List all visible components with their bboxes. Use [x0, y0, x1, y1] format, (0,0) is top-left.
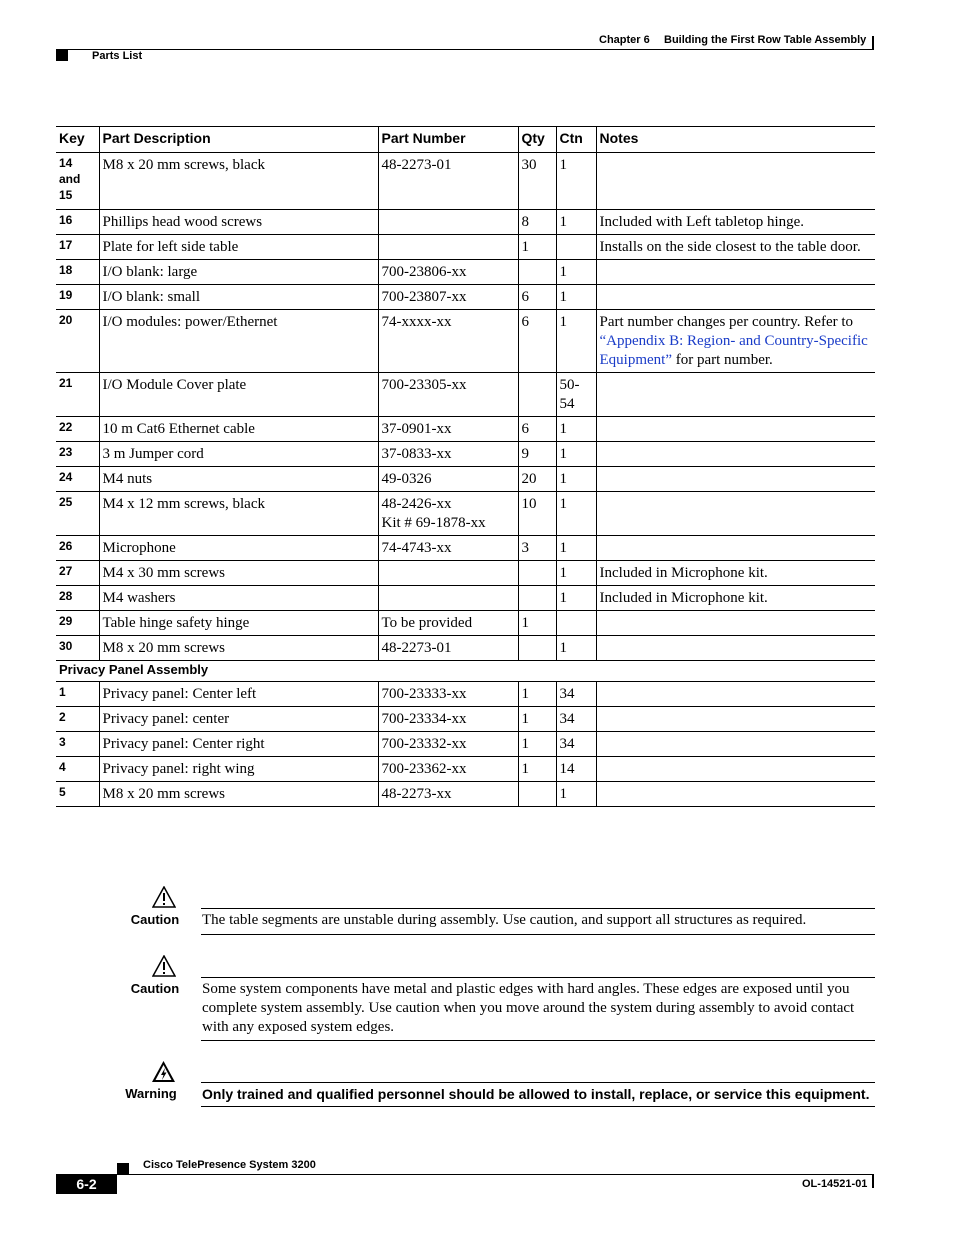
- row-key: 23: [56, 442, 99, 467]
- row-description: I/O Module Cover plate: [99, 373, 378, 417]
- row-description: Microphone: [99, 536, 378, 561]
- row-part-number: [378, 235, 518, 260]
- row-ctn: 1: [556, 442, 596, 467]
- notice-rule-top: [201, 1082, 875, 1083]
- row-key: 3: [56, 732, 99, 757]
- parts-table: [56, 126, 875, 807]
- table-row: [56, 611, 875, 636]
- row-ctn: 1: [556, 210, 596, 235]
- row-ctn: 1: [556, 467, 596, 492]
- row-key: 17: [56, 235, 99, 260]
- table-group-row: [56, 661, 875, 682]
- column-header-qty: Qty: [518, 127, 556, 153]
- footer-title: Cisco TelePresence System 3200: [143, 1159, 316, 1171]
- row-part-number: 700-23362-xx: [378, 757, 518, 782]
- row-key: 28: [56, 586, 99, 611]
- header-marker: [56, 50, 68, 61]
- table-row: [56, 310, 875, 373]
- row-qty: 3: [518, 536, 556, 561]
- header-rule: [56, 49, 874, 50]
- notes-text: Part number changes per country. Refer to: [599, 314, 854, 330]
- row-part-number: 74-xxxx-xx: [378, 310, 518, 373]
- row-part-number: 48-2273-01: [378, 153, 518, 210]
- row-qty: 10: [518, 492, 556, 536]
- row-description: Privacy panel: center: [99, 707, 378, 732]
- row-description: M4 washers: [99, 586, 378, 611]
- row-description: Phillips head wood screws: [99, 210, 378, 235]
- row-key: 20: [56, 310, 99, 373]
- notice-rule-bottom: [201, 1106, 875, 1107]
- row-ctn: 1: [556, 492, 596, 536]
- row-part-number: 700-23806-xx: [378, 260, 518, 285]
- chapter-label: Chapter 6: [599, 34, 650, 46]
- table-row: [56, 561, 875, 586]
- column-header-key: Key: [56, 127, 99, 153]
- row-key: 30: [56, 636, 99, 661]
- notes-text: for part number.: [671, 352, 773, 368]
- row-description: M8 x 20 mm screws, black: [99, 153, 378, 210]
- row-key: 22: [56, 417, 99, 442]
- row-notes: [596, 442, 875, 467]
- row-description: Privacy panel: Center left: [99, 682, 378, 707]
- row-key: 27: [56, 561, 99, 586]
- caution-label: Caution: [130, 912, 180, 927]
- table-row: [56, 782, 875, 807]
- row-notes: Included in Microphone kit.: [596, 561, 875, 586]
- row-description: M8 x 20 mm screws: [99, 782, 378, 807]
- row-key: 21: [56, 373, 99, 417]
- row-description: Table hinge safety hinge: [99, 611, 378, 636]
- row-description: 3 m Jumper cord: [99, 442, 378, 467]
- row-key: 26: [56, 536, 99, 561]
- caution-text: Some system components have metal and plastic edges with hard angles. These edges are exposed until you complete system assembly. Use caution when you move around the system during assembly to avoid contact with any exposed system edges.: [202, 981, 855, 1035]
- table-row: [56, 757, 875, 782]
- warning-text: Only trained and qualified personnel should be allowed to install, replace, or service this equipment.: [202, 1086, 870, 1102]
- row-key: 24: [56, 467, 99, 492]
- row-ctn: 1: [556, 636, 596, 661]
- row-key-text: 14 and 15: [59, 156, 81, 202]
- row-ctn: 1: [556, 586, 596, 611]
- row-qty: 9: [518, 442, 556, 467]
- table-row: [56, 153, 875, 210]
- row-part-number: [378, 492, 518, 536]
- warning-label: Warning: [125, 1086, 177, 1101]
- row-notes: [596, 611, 875, 636]
- row-notes: [596, 682, 875, 707]
- header-bar: [872, 36, 874, 50]
- table-row: [56, 373, 875, 417]
- row-part-number: 48-2273-xx: [378, 782, 518, 807]
- row-part-number: 48-2273-01: [378, 636, 518, 661]
- row-qty: 8: [518, 210, 556, 235]
- row-key: 25: [56, 492, 99, 536]
- row-qty: [518, 373, 556, 417]
- table-row: [56, 467, 875, 492]
- row-notes: [596, 732, 875, 757]
- row-ctn: 1: [556, 536, 596, 561]
- row-qty: [518, 561, 556, 586]
- row-notes: Included with Left tabletop hinge.: [596, 210, 875, 235]
- appendix-b-link[interactable]: “Appendix B: Region- and Country-Specific Equipment”: [599, 333, 868, 368]
- row-qty: 1: [518, 757, 556, 782]
- table-header-row: [56, 127, 875, 153]
- row-key: 16: [56, 210, 99, 235]
- table-row: [56, 636, 875, 661]
- row-key: 29: [56, 611, 99, 636]
- table-row: [56, 732, 875, 757]
- row-part-number: 74-4743-xx: [378, 536, 518, 561]
- row-part-number: 700-23305-xx: [378, 373, 518, 417]
- row-part-number: [378, 210, 518, 235]
- row-qty: 6: [518, 417, 556, 442]
- row-description: M4 nuts: [99, 467, 378, 492]
- table-row: [56, 536, 875, 561]
- column-header-notes: Notes: [596, 127, 875, 153]
- table-row: [56, 682, 875, 707]
- row-qty: 20: [518, 467, 556, 492]
- row-description: I/O blank: large: [99, 260, 378, 285]
- column-header-description: Part Description: [99, 127, 378, 153]
- row-qty: 6: [518, 310, 556, 373]
- footer-marker: [117, 1163, 129, 1174]
- row-part-number: To be provided: [378, 611, 518, 636]
- table-row: [56, 586, 875, 611]
- row-key: [56, 153, 99, 210]
- notice-rule-bottom: [201, 934, 875, 935]
- row-notes: [596, 492, 875, 536]
- row-qty: 1: [518, 707, 556, 732]
- row-description: M4 x 30 mm screws: [99, 561, 378, 586]
- row-notes: [596, 310, 875, 373]
- row-notes: [596, 467, 875, 492]
- column-header-ctn: Ctn: [556, 127, 596, 153]
- row-key: 4: [56, 757, 99, 782]
- row-description: M8 x 20 mm screws: [99, 636, 378, 661]
- table-row: [56, 235, 875, 260]
- row-ctn: 1: [556, 561, 596, 586]
- row-qty: 1: [518, 682, 556, 707]
- table-row: [56, 417, 875, 442]
- table-row: [56, 210, 875, 235]
- row-qty: 6: [518, 285, 556, 310]
- table-row: [56, 492, 875, 536]
- row-part-number: 37-0901-xx: [378, 417, 518, 442]
- part-number-line: 48-2426-xx: [381, 496, 452, 512]
- table-row: [56, 707, 875, 732]
- row-qty: 30: [518, 153, 556, 210]
- page-number: 6-2: [56, 1175, 117, 1194]
- row-qty: [518, 636, 556, 661]
- row-notes: [596, 636, 875, 661]
- document-number: OL-14521-01: [802, 1178, 868, 1190]
- notice-rule-top: [201, 977, 875, 978]
- row-ctn: 1: [556, 417, 596, 442]
- row-ctn: [556, 611, 596, 636]
- row-ctn: 1: [556, 153, 596, 210]
- section-label: Parts List: [92, 50, 143, 62]
- row-description: Privacy panel: Center right: [99, 732, 378, 757]
- row-notes: [596, 757, 875, 782]
- row-ctn: 1: [556, 260, 596, 285]
- row-ctn: 50-54: [556, 373, 596, 417]
- row-ctn: 34: [556, 732, 596, 757]
- row-notes: [596, 536, 875, 561]
- row-notes: [596, 153, 875, 210]
- row-qty: 1: [518, 732, 556, 757]
- row-description: I/O modules: power/Ethernet: [99, 310, 378, 373]
- row-notes: [596, 260, 875, 285]
- row-ctn: 34: [556, 682, 596, 707]
- notice-rule-top: [201, 908, 875, 909]
- row-ctn: [556, 235, 596, 260]
- notice-rule-bottom: [201, 1040, 875, 1041]
- chapter-title: Building the First Row Table Assembly: [664, 34, 867, 46]
- table-row: [56, 285, 875, 310]
- row-qty: [518, 586, 556, 611]
- column-header-part-number: Part Number: [378, 127, 518, 153]
- row-ctn: 1: [556, 285, 596, 310]
- row-notes: [596, 285, 875, 310]
- row-description: I/O blank: small: [99, 285, 378, 310]
- part-number-line: Kit # 69-1878-xx: [381, 515, 486, 531]
- row-qty: [518, 260, 556, 285]
- row-part-number: 700-23334-xx: [378, 707, 518, 732]
- row-notes: [596, 707, 875, 732]
- group-label: Privacy Panel Assembly: [56, 661, 875, 682]
- row-ctn: 1: [556, 310, 596, 373]
- footer-bar: [872, 1175, 874, 1188]
- caution-triangle-icon: [152, 886, 176, 908]
- caution-label: Caution: [130, 981, 180, 996]
- row-key: 5: [56, 782, 99, 807]
- row-key: 2: [56, 707, 99, 732]
- row-description: M4 x 12 mm screws, black: [99, 492, 378, 536]
- row-qty: 1: [518, 235, 556, 260]
- row-ctn: 34: [556, 707, 596, 732]
- row-notes: [596, 417, 875, 442]
- row-description: Privacy panel: right wing: [99, 757, 378, 782]
- row-description: 10 m Cat6 Ethernet cable: [99, 417, 378, 442]
- row-notes: [596, 373, 875, 417]
- row-part-number: [378, 586, 518, 611]
- warning-triangle-icon: [151, 1060, 176, 1083]
- row-part-number: 700-23807-xx: [378, 285, 518, 310]
- row-ctn: 1: [556, 782, 596, 807]
- row-notes: [596, 782, 875, 807]
- row-qty: 1: [518, 611, 556, 636]
- table-row: [56, 442, 875, 467]
- row-part-number: 700-23332-xx: [378, 732, 518, 757]
- row-ctn: 14: [556, 757, 596, 782]
- row-notes: Installs on the side closest to the table door.: [596, 235, 875, 260]
- footer-rule: [56, 1174, 874, 1175]
- table-row: [56, 260, 875, 285]
- row-part-number: 37-0833-xx: [378, 442, 518, 467]
- row-key: 18: [56, 260, 99, 285]
- row-key: 19: [56, 285, 99, 310]
- row-qty: [518, 782, 556, 807]
- row-part-number: 700-23333-xx: [378, 682, 518, 707]
- row-description: Plate for left side table: [99, 235, 378, 260]
- row-part-number: [378, 561, 518, 586]
- caution-triangle-icon: [152, 955, 176, 977]
- row-notes: Included in Microphone kit.: [596, 586, 875, 611]
- row-part-number: 49-0326: [378, 467, 518, 492]
- row-key: 1: [56, 682, 99, 707]
- caution-text: The table segments are unstable during assembly. Use caution, and support all structures as required.: [202, 912, 807, 928]
